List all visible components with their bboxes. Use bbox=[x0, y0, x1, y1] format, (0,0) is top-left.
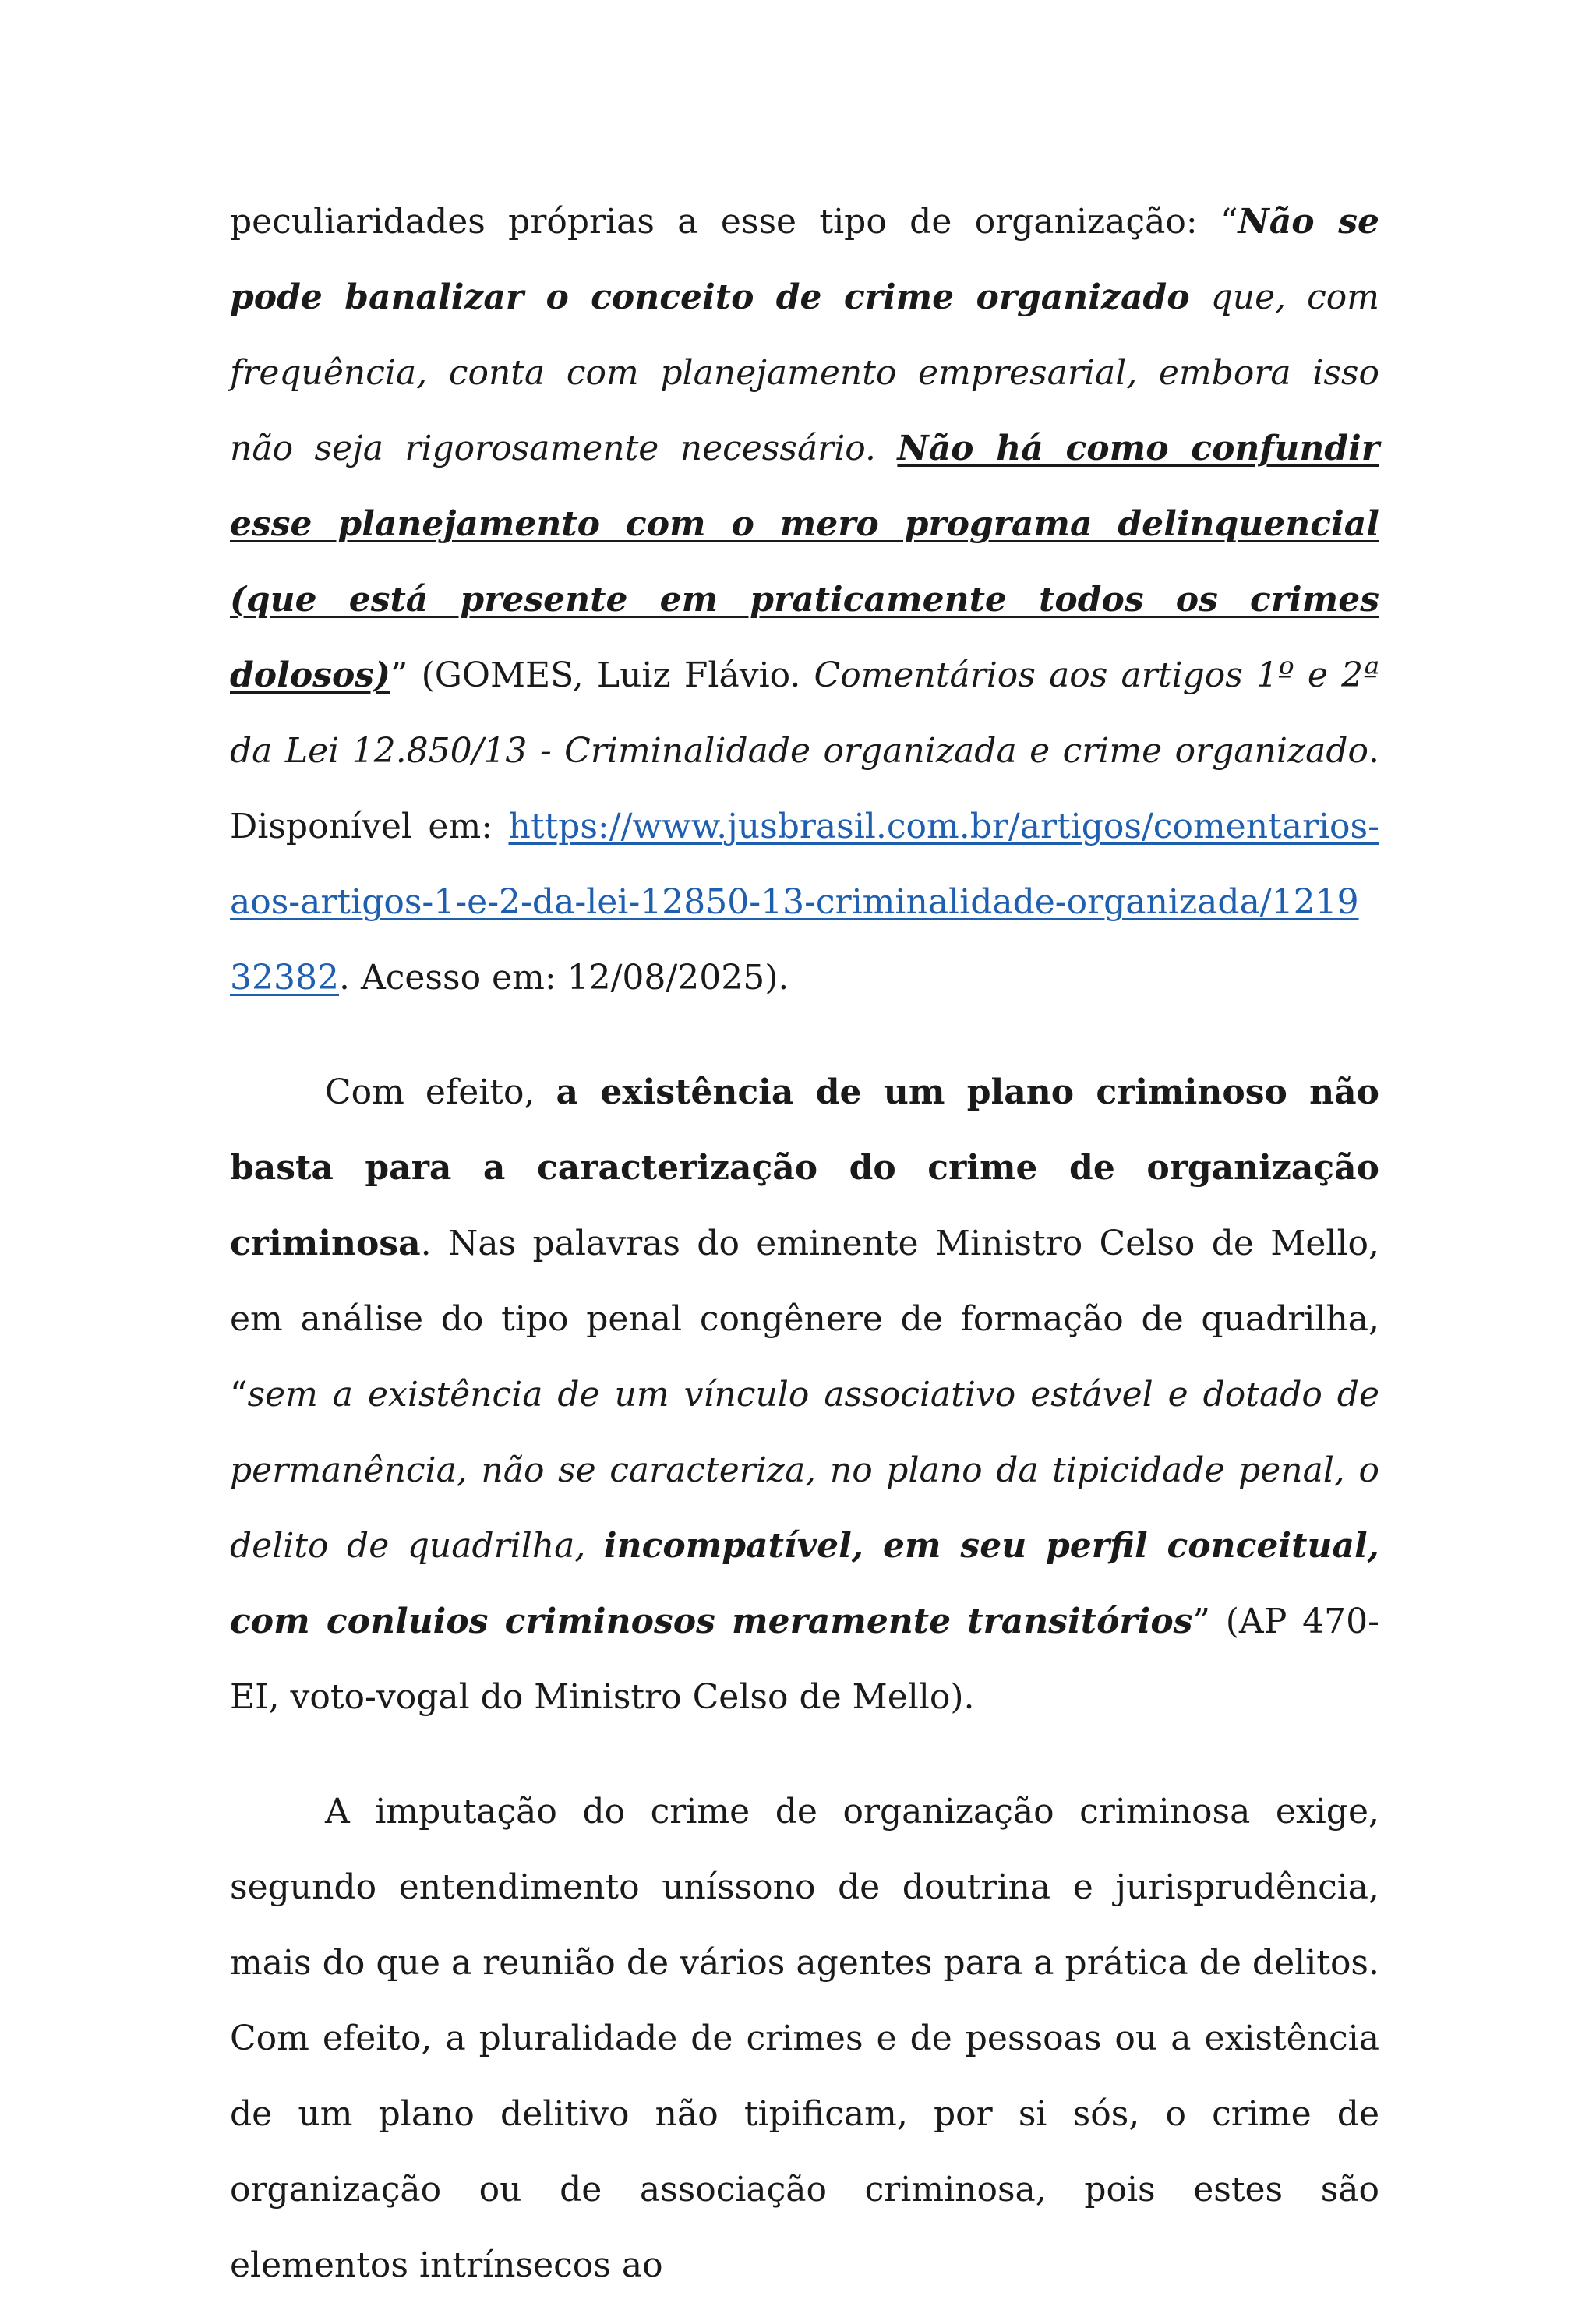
quote-italic-text: sem a existência de um vínculo associativo estável e dotado de permanência, não se caracteriza, no plano da tipicidade penal, o delito de quadrilha, bbox=[230, 1375, 1379, 1566]
citation-available-at: . Disponível em: bbox=[230, 731, 1379, 846]
paragraph-2-bold-statement: a existência de um plano criminoso não basta para a caracterização do crime de organização criminosa bbox=[230, 1072, 1379, 1263]
citation-link[interactable]: https://www.jusbrasil.com.br/artigos/comentarios-aos-artigos-1-e-2-da-lei-12850-13-criminalidade-organizada/121932382 bbox=[230, 807, 1379, 998]
paragraph-citation-gomes bbox=[230, 184, 1379, 1016]
paragraph-2-citation: ” (AP 470-EI, voto-vogal do Ministro Celso de Mello). bbox=[230, 1602, 1379, 1717]
quote-bold-italic-text: incompatível, em seu perfil conceitual, com conluios criminosos meramente transitórios bbox=[230, 1526, 1379, 1641]
paragraph-2-intro: . Nas palavras do eminente Ministro Celso de Mello, em análise do tipo penal congênere de formação de quadrilha, “ bbox=[230, 1224, 1379, 1415]
quote-italic-text: que, com frequência, conta com planejamento empresarial, embora isso não seja rigorosamente necessário. bbox=[230, 277, 1380, 468]
quote-bold-text: Não se pode banalizar o conceito de crime organizado bbox=[230, 202, 1379, 317]
paragraph-3-text: A imputação do crime de organização criminosa exige, segundo entendimento uníssono de doutrina e jurisprudência, mais do que a reunião de vários agentes para a prática de delitos. Com efeito, a pluralidade de crimes e de pessoas ou a existência de um plano delitivo não tipificam, por si sós, o crime de organização ou de associação criminosa, pois estes são elementos intrínsecos ao bbox=[230, 1792, 1379, 2285]
document-body bbox=[230, 184, 1379, 2303]
quote-bold-underlined-text: Não há como confundir esse planejamento com o mero programa delinquencial (que está presente em praticamente todos os crimes dolosos) bbox=[230, 429, 1379, 695]
paragraph-celso-de-mello bbox=[230, 1054, 1379, 1735]
citation-access-date: . Acesso em: 12/08/2025). bbox=[338, 958, 789, 998]
paragraph-2-lead: Com efeito, bbox=[325, 1072, 556, 1112]
paragraph-imputacao bbox=[230, 1774, 1379, 2303]
citation-work-title: Comentários aos artigos 1º e 2ª da Lei 12.850/13 - Criminalidade organizada e crime organizado bbox=[230, 655, 1379, 771]
citation-author: ” (GOMES, Luiz Flávio. bbox=[390, 655, 814, 695]
paragraph-1-lead: peculiaridades próprias a esse tipo de organização: “ bbox=[230, 202, 1238, 242]
